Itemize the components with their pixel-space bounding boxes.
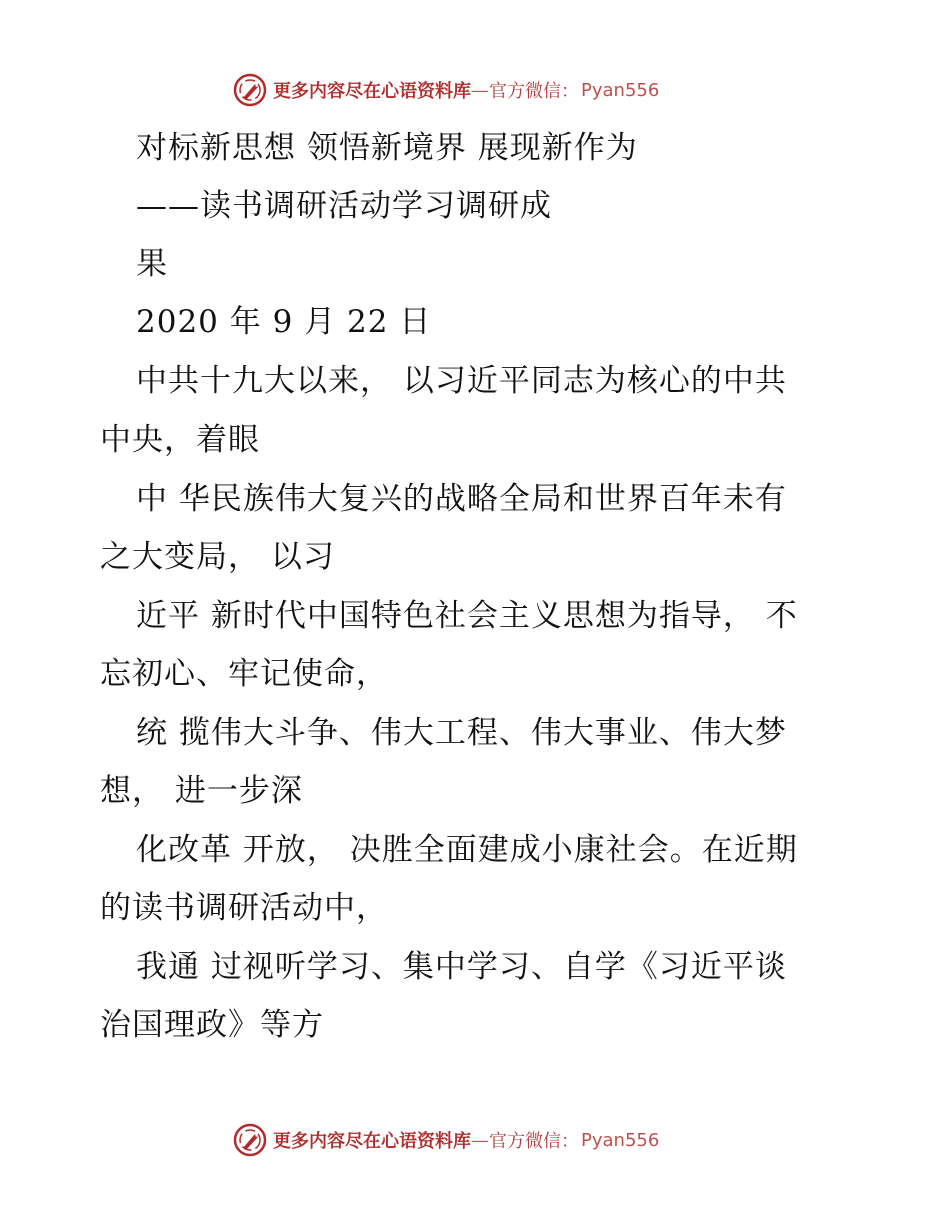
footer-watermark — [233, 1122, 659, 1158]
watermark-text: 更多内容尽在心语资料库 — [273, 81, 471, 102]
document-title-line-3: 果 — [136, 246, 168, 282]
paragraph-line: 想， 进一步深 — [100, 773, 303, 809]
document-title-line-2: ——读书调研活动学习调研成 — [136, 188, 552, 224]
document-title-line-1: 对标新思想 领悟新境界 展现新作为 — [136, 130, 638, 166]
header-watermark — [233, 72, 659, 108]
paragraph-line: 治国理政》等方 — [100, 1007, 324, 1043]
document-date: 2020 年 9 月 22 日 — [136, 304, 432, 340]
paragraph-line: 中 华民族伟大复兴的战略全局和世界百年未有 — [136, 481, 787, 517]
watermark-wechat-id: Pyan556 — [581, 79, 660, 101]
watermark-separator: — — [471, 79, 489, 101]
paragraph-line: 统 揽伟大斗争、伟大工程、伟大事业、伟大梦 — [136, 715, 787, 751]
paragraph-line: 的读书调研活动中， — [100, 890, 388, 926]
watermark-text: 更多内容尽在心语资料库 — [273, 1131, 471, 1152]
paragraph-line: 中共十九大以来， 以习近平同志为核心的中共 — [136, 363, 787, 399]
paragraph-line: 近平 新时代中国特色社会主义思想为指导， 不 — [136, 598, 798, 634]
paragraph-line: 中央，着眼 — [100, 422, 260, 458]
watermark-wechat-id: Pyan556 — [581, 1129, 660, 1151]
pen-nib-logo-icon — [233, 73, 267, 107]
pen-nib-logo-icon — [233, 1123, 267, 1157]
paragraph-line: 化改革 开放， 决胜全面建成小康社会。在近期 — [136, 832, 798, 868]
watermark-wechat-label: 官方微信： — [489, 81, 579, 102]
paragraph-line: 之大变局， 以习 — [100, 539, 335, 575]
watermark-separator: — — [471, 1129, 489, 1151]
paragraph-line: 我通 过视听学习、集中学习、自学《习近平谈 — [136, 949, 787, 985]
watermark-wechat-label: 官方微信： — [489, 1131, 579, 1152]
paragraph-line: 忘初心、牢记使命， — [100, 656, 388, 692]
